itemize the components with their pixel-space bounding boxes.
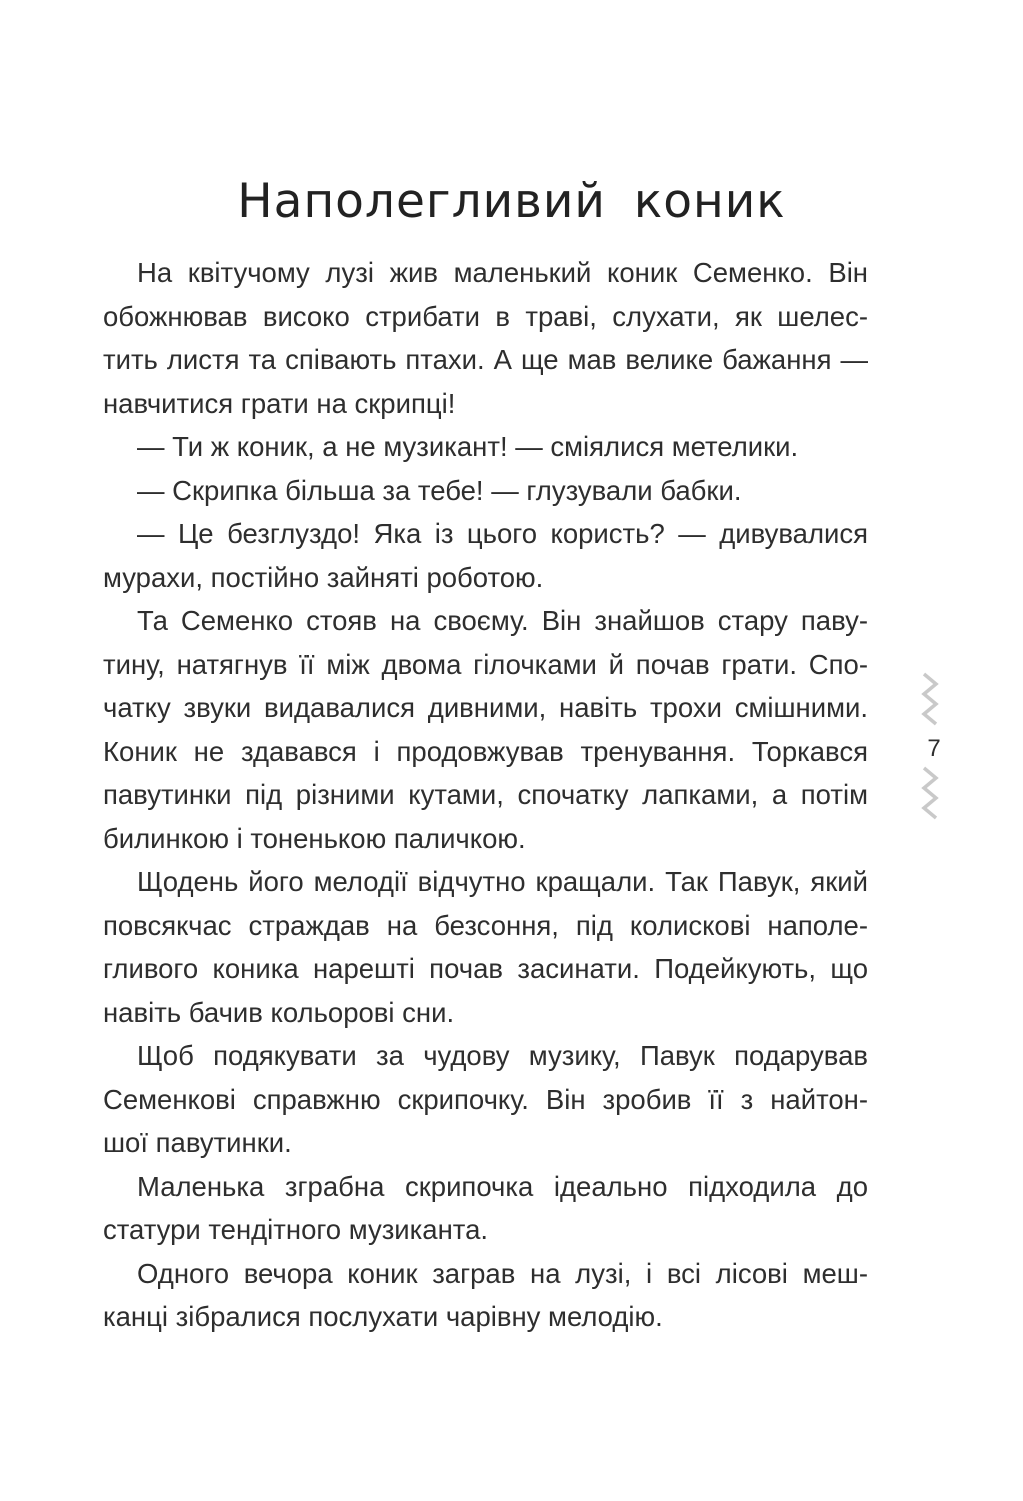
- text-line: чатку звуки видавалися дивними, навіть трохи смішними.: [103, 692, 868, 723]
- text-line: На квітучому лузі жив маленький коник Семенко. Він: [137, 257, 868, 288]
- text-line: тину, натягнув її між двома гілочками й почав грати. Спо-: [103, 648, 868, 680]
- text-line: Та Семенко стояв на своєму. Він знайшов стару паву-: [137, 605, 868, 636]
- text-line: Маленька зграбна скрипочка ідеально підходила до: [137, 1170, 868, 1202]
- text-line: статури тендітного музиканта.: [103, 1214, 488, 1245]
- text-line: — Ти ж коник, а не музикант! — сміялися метелики.: [137, 431, 799, 462]
- text-line: гливого коника нарешті почав засинати. Подейкують, що: [103, 953, 868, 984]
- text-line: повсякчас страждав на безсоння, під колискові наполе-: [103, 909, 868, 941]
- text-line: Коник не здавався і продовжував тренування. Торкався: [103, 735, 868, 767]
- text-line: Семенкові справжню скрипочку. Він зробив її з найтон-: [103, 1083, 868, 1115]
- story-text: [103, 251, 868, 1339]
- text-line: — Скрипка більша за тебе! — глузували бабки.: [137, 474, 742, 506]
- text-line: Одного вечора коник заграв на лузі, і всі лісові меш-: [137, 1257, 868, 1289]
- text-line: шої павутинки.: [103, 1127, 292, 1158]
- text-line: навчитися грати на скрипці!: [103, 387, 456, 419]
- text-line: — Це безглуздо! Яка із цього користь? — дивувалися: [137, 518, 868, 549]
- text-line: канці зібралися послухати чарівну мелодію.: [103, 1301, 663, 1332]
- text-line: Щодень його мелодії відчутно кращали. Так Павук, який: [137, 866, 868, 897]
- chapter-title: Наполегливий коник: [237, 174, 786, 229]
- text-line: обожнював високо стрибати в траві, слухати, як шелес-: [103, 300, 868, 332]
- text-line: билинкою і тоненькою паличкою.: [103, 822, 526, 854]
- text-line: Щоб подякувати за чудову музику, Павук подарував: [137, 1040, 868, 1071]
- text-line: павутинки під різними кутами, спочатку лапками, а потім: [103, 779, 868, 810]
- text-line: мурахи, постійно зайняті роботою.: [103, 561, 544, 593]
- text-line: навіть бачив кольорові сни.: [103, 996, 455, 1028]
- text-line: тить листя та співають птахи. А ще мав велике бажання —: [103, 344, 868, 375]
- page-number: 7: [922, 732, 946, 766]
